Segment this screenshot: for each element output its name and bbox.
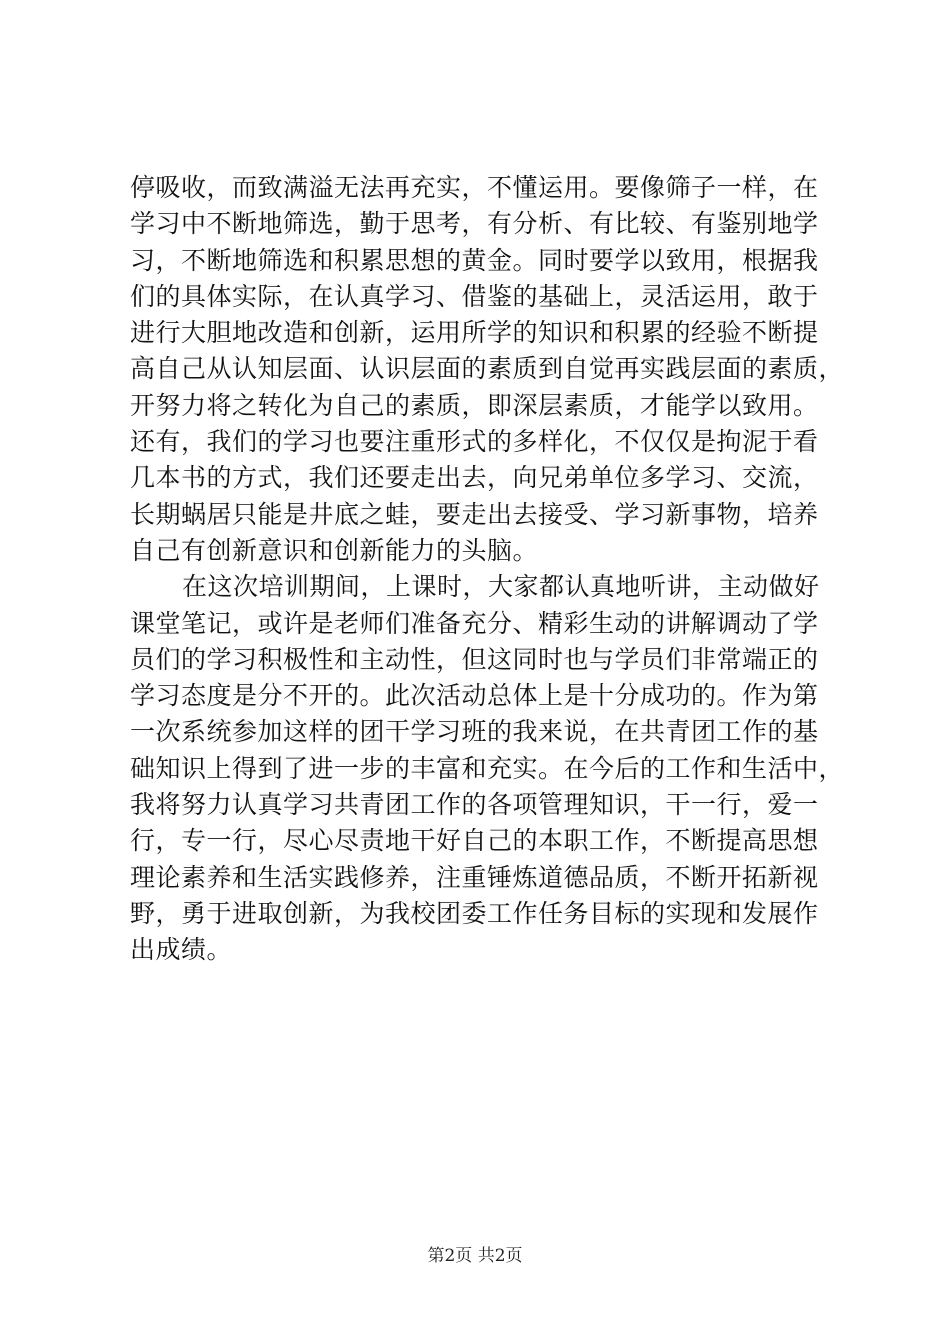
text-line: 出成绩。	[130, 935, 233, 965]
text-line: 高自己从认知层面、认识层面的素质到自觉再实践层面的素质，	[130, 354, 845, 384]
text-line: 停吸收，而致满溢无法再充实，不懂运用。要像筛子一样，在	[130, 173, 819, 202]
text-line: 开努力将之转化为自己的素质，即深层素质，才能学以致用。	[130, 390, 819, 420]
paragraph-start-line: 在这次培训期间，上课时，大家都认真地听讲，主动做好	[182, 572, 820, 602]
text-line: 野，勇于进取创新，为我校团委工作任务目标的实现和发展作	[130, 898, 819, 928]
text-line: 理论素养和生活实践修养，注重锤炼道德品质，不断开拓新视	[130, 862, 819, 892]
text-line: 学习态度是分不开的。此次活动总体上是十分成功的。作为第	[130, 681, 819, 711]
text-line: 员们的学习积极性和主动性，但这同时也与学员们非常端正的	[130, 644, 819, 674]
text-line: 长期蜗居只能是井底之蛙，要走出去接受、学习新事物，培养	[130, 499, 819, 529]
text-line: 一次系统参加这样的团干学习班的我来说，在共青团工作的基	[130, 717, 819, 747]
text-line: 进行大胆地改造和创新，运用所学的知识和积累的经验不断提	[130, 318, 819, 348]
text-line: 们的具体实际，在认真学习、借鉴的基础上，灵活运用，敢于	[130, 281, 819, 311]
text-line: 课堂笔记，或许是老师们准备充分、精彩生动的讲解调动了学	[130, 608, 819, 638]
text-line: 础知识上得到了进一步的丰富和充实。在今后的工作和生活中，	[130, 753, 845, 783]
text-line: 还有，我们的学习也要注重形式的多样化，不仅仅是拘泥于看	[130, 427, 819, 457]
text-line: 自己有创新意识和创新能力的头脑。	[130, 535, 539, 565]
text-line: 学习中不断地筛选，勤于思考，有分析、有比较、有鉴别地学	[130, 209, 819, 239]
page-number-label: 第2页 共2页	[427, 1246, 523, 1266]
text-line: 几本书的方式，我们还要走出去，向兄弟单位多学习、交流，	[130, 463, 819, 493]
text-line: 我将努力认真学习共青团工作的各项管理知识，干一行，爱一	[130, 790, 819, 820]
text-line: 行，专一行，尽心尽责地干好自己的本职工作，不断提高思想	[130, 826, 819, 856]
body-text	[130, 170, 845, 969]
page-footer	[0, 1246, 950, 1266]
text-line: 习，不断地筛选和积累思想的黄金。同时要学以致用，根据我	[130, 245, 819, 275]
